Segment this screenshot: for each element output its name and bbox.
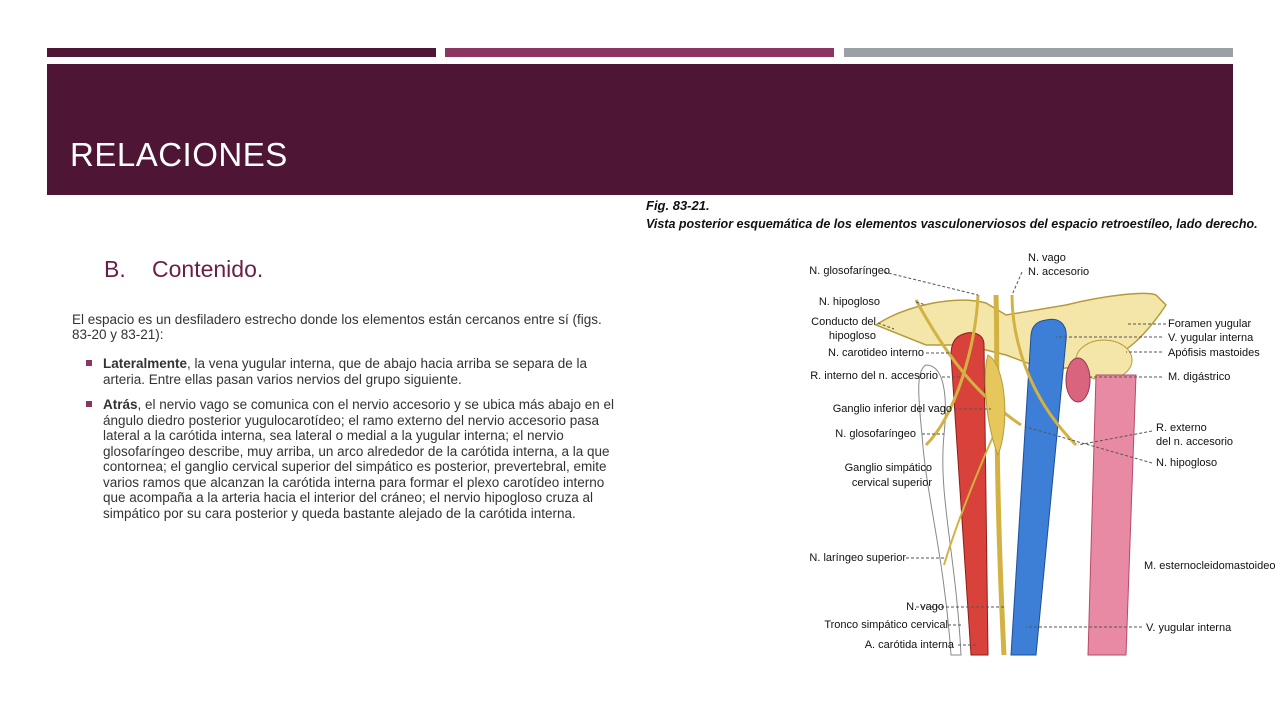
bullet-text: , la vena yugular interna, que de abajo hacia arriba se separa de la arteria. Entre ellas pasan varios nervios del grupo siguiente. <box>103 356 588 387</box>
label-internal-accessory-branch: R. interno del n. accesorio <box>810 370 938 382</box>
label-sternocleidomastoid: M. esternocleidomastoideo <box>1144 560 1276 572</box>
label-vagus-top: N. vago <box>1028 252 1066 264</box>
anatomy-figure <box>626 195 1280 665</box>
bullet-text: , el nervio vago se comunica con el nervio accesorio y se ubica más abajo en el ángulo diedro posterior yugulocarotídeo; el ramo externo del nervio accesorio pasa lateral a la carótida interna, sea lateral o medial a la yugular interna; el nervio glosofaríngeo describe, muy arriba, un arco alrededor de la carótida interna, a la que contornea; el ganglio cervical superior del simpático es posterior, prevertebral, emite varios ramos que alcanzan la carótida interna para formar el plexo carotídeo interno que acompaña a la arteria hacia el interior del cráneo; el nervio hipogloso cruza al simpático por su cara posterior y queda bastante alejado de la carótida interna. <box>103 397 615 521</box>
label-sympathetic-trunk: Tronco simpático cervical <box>824 619 948 631</box>
internal-jugular-vein <box>1011 319 1066 655</box>
bullet-list <box>86 356 620 531</box>
label-external-accessory-2: del n. accesorio <box>1156 436 1234 448</box>
section-number: B. <box>104 256 126 282</box>
accent-bar-magenta <box>445 48 834 57</box>
figure-number: Fig. 83-21. <box>646 198 710 213</box>
vagus-ganglion <box>985 355 1005 455</box>
label-hypoglossal-canal-1: Conducto del <box>811 316 876 328</box>
section-heading <box>104 256 263 283</box>
digastric-muscle <box>1066 358 1090 402</box>
label-hypoglossal-right: N. hipogloso <box>1156 457 1218 469</box>
label-jugular-vein-top: V. yugular interna <box>1168 332 1254 344</box>
label-internal-carotid: A. carótida interna <box>864 639 954 651</box>
bullet-term: Lateralmente <box>103 356 188 371</box>
label-mastoid: Apófisis mastoides <box>1168 347 1260 359</box>
label-external-accessory-1: R. externo <box>1156 422 1207 434</box>
label-accessory-top: N. accesorio <box>1028 266 1090 278</box>
label-hypoglossal: N. hipogloso <box>818 296 880 308</box>
label-glossopharyngeal-2: N. glosofaríngeo <box>835 428 916 440</box>
bullet-term: Atrás <box>103 397 138 412</box>
bullet-marker-icon <box>86 360 92 366</box>
label-vagus: N. vago <box>906 601 944 613</box>
list-item <box>86 356 620 387</box>
slide-title: RELACIONES <box>70 136 288 173</box>
section-label: Contenido. <box>152 256 264 282</box>
label-superior-laryngeal: N. laríngeo superior <box>809 552 906 564</box>
bullet-marker-icon <box>86 401 92 407</box>
label-inferior-vagus-ganglion: Ganglio inferior del vago <box>832 403 952 415</box>
label-digastric: M. digástrico <box>1168 371 1231 383</box>
label-sympathetic-ganglion-1: Ganglio simpático <box>844 462 932 474</box>
title-banner <box>47 64 1233 195</box>
intro-paragraph: El espacio es un desfiladero estrecho donde los elementos están cercanos entre sí (figs. 83-20 y 83-21): <box>72 312 602 342</box>
figure-caption: Vista posterior esquemática de los elementos vasculonerviosos del espacio retroestíleo, lado derecho. <box>646 217 1258 231</box>
label-hypoglossal-canal-2: hipogloso <box>828 330 876 342</box>
sternocleidomastoid-muscle <box>1088 375 1136 655</box>
label-internal-carotid-nerve: N. carotideo interno <box>828 347 924 359</box>
label-jugular-foramen: Foramen yugular <box>1168 318 1252 330</box>
label-sympathetic-ganglion-2: cervical superior <box>851 477 932 489</box>
accent-bar-dark <box>47 48 436 57</box>
label-jugular-vein-bottom: V. yugular interna <box>1146 622 1232 634</box>
accent-bar-gray <box>844 48 1233 57</box>
list-item <box>86 397 620 521</box>
label-glossopharyngeal: N. glosofaríngeo <box>809 265 890 277</box>
